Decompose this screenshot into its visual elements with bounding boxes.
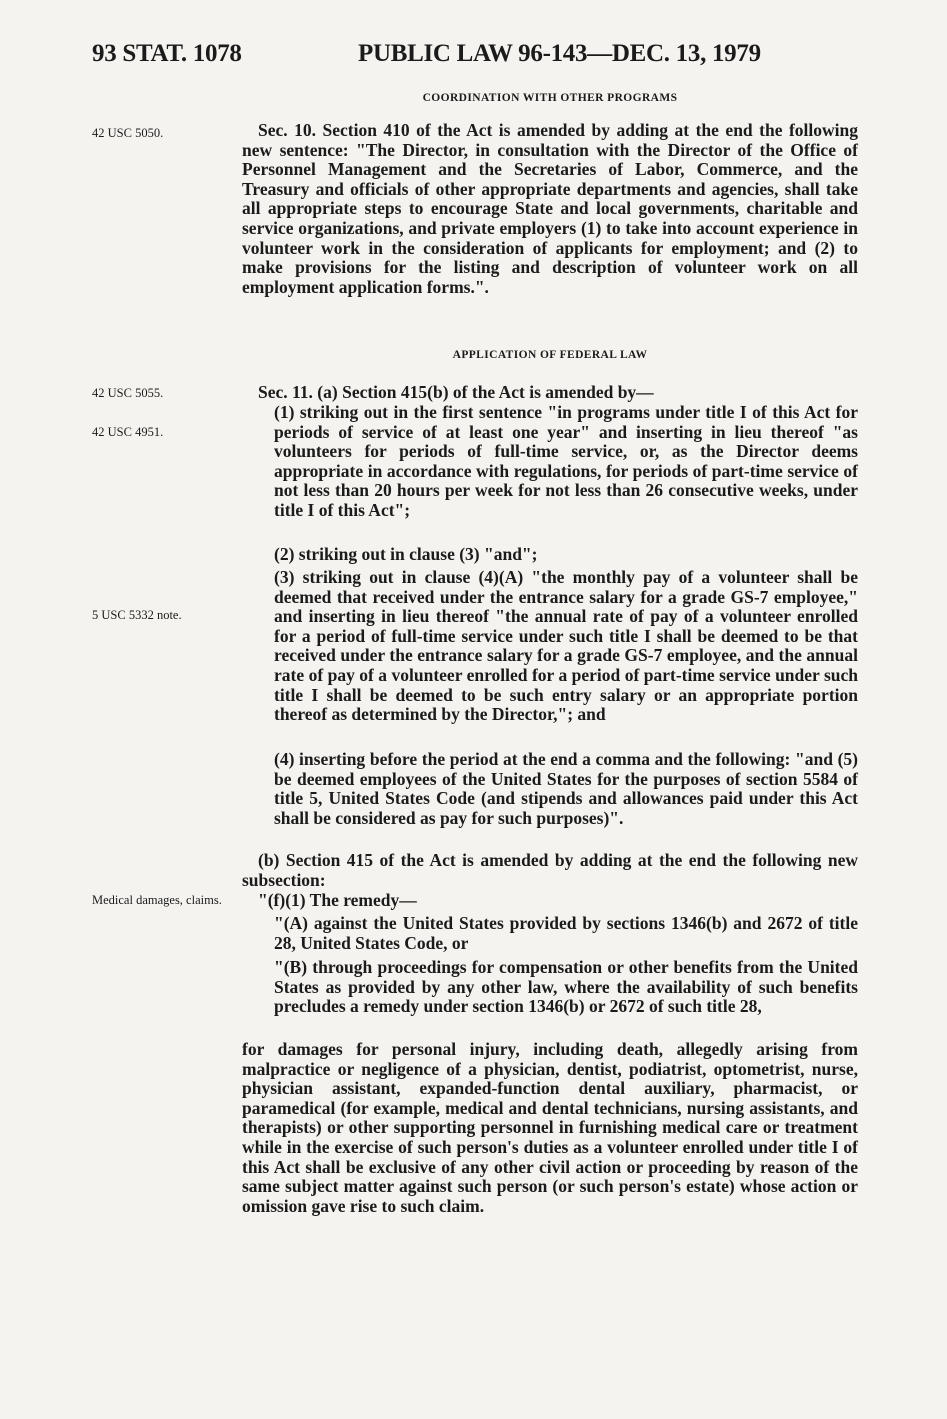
public-law-title: PUBLIC LAW 96-143—DEC. 13, 1979 xyxy=(358,40,761,67)
section-11-fA: "(A) against the United States provided by sections 1346(b) and 2672 of title 28, United States Code, or xyxy=(274,913,858,953)
margin-note-42-usc-5050: 42 USC 5050. xyxy=(92,126,164,140)
section-10-heading: COORDINATION WITH OTHER PROGRAMS xyxy=(422,92,678,104)
section-10-text: Sec. 10. Section 410 of the Act is amended by adding at the end the following new sentence: "The Director, in consultation with the Director of the Office of Personnel Management and the Secretaries of Labor, Commerce, and the Treasury and officials of other appropriate departments and agencies, shall take all appropriate steps to encourage State and local governments, charitable and service organizations, and private employers (1) to take into account experience in volunteer work in the consideration of applicants for employment; and (2) to make provisions for the listing and description of volunteer work on all employment application forms.". xyxy=(242,120,858,297)
stat-page-number: 93 STAT. 1078 xyxy=(92,40,242,67)
section-11-heading: APPLICATION OF FEDERAL LAW xyxy=(452,349,648,361)
margin-note-medical-damages: Medical damages, claims. xyxy=(92,893,222,907)
section-11-fB: "(B) through proceedings for compensation or other benefits from the United States as provided by any other law, where the availability of such benefits precludes a remedy under section 1346(b) or 2672 of such title 28, xyxy=(274,957,858,1017)
section-11-item-4: (4) inserting before the period at the end a comma and the following: "and (5) be deemed employees of the United States for the purposes of section 5584 of title 5, United States Code (and stipends and allowances paid under this Act shall be considered as pay for such purposes)". xyxy=(274,749,858,828)
section-11-item-3: (3) striking out in clause (4)(A) "the monthly pay of a volunteer shall be deemed that received under the entrance salary for a grade GS-7 employee," and inserting in lieu thereof "the annual rate of pay of a volunteer enrolled for a period of full-time service under such title I shall be deemed to be that received under the entrance salary for a grade GS-7 employee, and the annual rate of pay of a volunteer enrolled for a period of part-time service under such title I shall be deemed to be such entry salary or an appropriate portion thereof as determined by the Director,"; and xyxy=(274,567,858,725)
section-11-item-1: (1) striking out in the first sentence "in programs under title I of this Act for periods of service of at least one year" and inserting in lieu thereof "as volunteers for periods of full-time service, or, as the Director deems appropriate in accordance with regulations, for periods of part-time service of not less than 20 hours per week for not less than 26 consecutive weeks, under title I of this Act"; xyxy=(274,402,858,520)
margin-note-42-usc-4951: 42 USC 4951. xyxy=(92,425,164,439)
section-11-b: (b) Section 415 of the Act is amended by adding at the end the following new subsection: xyxy=(242,850,858,890)
margin-note-42-usc-5055: 42 USC 5055. xyxy=(92,386,164,400)
margin-note-5-usc-5332: 5 USC 5332 note. xyxy=(92,608,182,622)
section-11-item-2: (2) striking out in clause (3) "and"; xyxy=(274,544,538,564)
section-11-tail: for damages for personal injury, including death, allegedly arising from malpractice or negligence of a physician, dentist, podiatrist, optometrist, nurse, physician assistant, expanded-function dental auxiliary, pharmacist, or paramedical (for example, medical and dental technicians, nursing assistants, and therapists) or other supporting personnel in furnishing medical care or treatment while in the exercise of such person's duties as a volunteer enrolled under title I of this Act shall be exclusive of any other civil action or proceeding by reason of the same subject matter against such person (or such person's estate) whose action or omission gave rise to such claim. xyxy=(242,1039,858,1216)
section-11-intro: Sec. 11. (a) Section 415(b) of the Act is amended by— xyxy=(258,382,654,402)
section-11-f1: "(f)(1) The remedy— xyxy=(258,890,417,910)
